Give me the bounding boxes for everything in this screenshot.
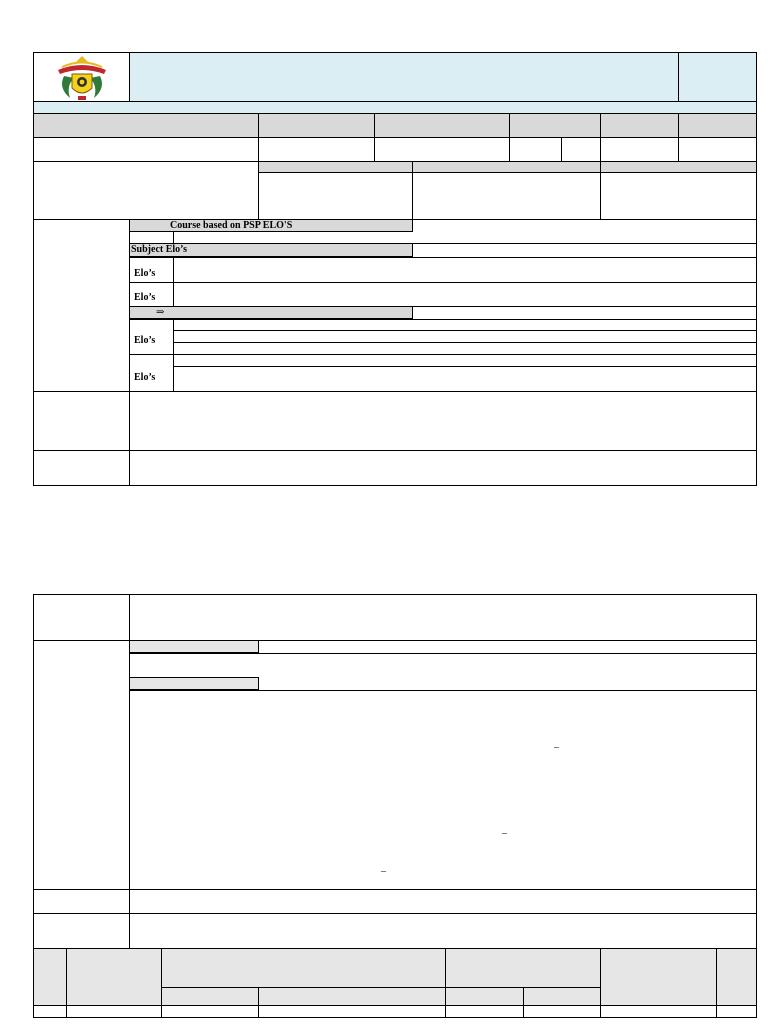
description-label-cell	[33, 391, 130, 451]
credit-theory-value	[509, 137, 562, 162]
topic-content-cell	[129, 594, 757, 641]
num-cell	[445, 1005, 524, 1018]
elo-row-line	[129, 257, 757, 258]
course-code-value	[258, 137, 375, 162]
logo-cell	[33, 52, 130, 102]
authorization-label-cell	[33, 161, 259, 220]
num-cell	[523, 1005, 601, 1018]
head-signature	[600, 172, 757, 220]
elo-label-1: Elo’s	[134, 268, 156, 279]
subject-elos-label: Subject Elo’s	[131, 244, 188, 255]
sub-elo-header	[66, 948, 162, 1006]
materials-label-cell	[33, 450, 130, 486]
online-header	[523, 987, 601, 1006]
form-page-1	[33, 52, 757, 486]
subject-elos-header	[129, 243, 413, 257]
num-cell	[258, 1005, 446, 1018]
main-references-header	[129, 640, 259, 653]
title-cell	[129, 52, 679, 102]
semester-header	[600, 113, 679, 138]
course-based-header	[129, 219, 413, 232]
materials-content-cell	[129, 450, 757, 486]
form-page-2	[33, 594, 757, 1018]
elo-subline	[173, 366, 757, 367]
criteria-header	[258, 987, 446, 1006]
learning-materials-header	[600, 948, 717, 1006]
indicator-header	[161, 987, 259, 1006]
lecturer-label-cell	[33, 889, 130, 914]
assessment-header	[161, 948, 446, 988]
date-header	[678, 113, 757, 138]
lecturer-content-cell	[129, 889, 757, 914]
coordinator-signature	[412, 172, 601, 220]
course-code-header	[258, 113, 375, 138]
university-crest-icon	[52, 54, 112, 102]
elos-label-cell	[33, 219, 130, 392]
references-divider	[258, 677, 259, 690]
elo-row-line	[129, 319, 757, 320]
semester-value	[600, 137, 679, 162]
elo-label-4: Elo’s	[134, 372, 156, 383]
credit-practice-value	[561, 137, 601, 162]
elo-row-line	[129, 354, 757, 355]
num-cell	[66, 1005, 162, 1018]
elo-label-3: Elo’s	[134, 335, 156, 346]
elo-subline	[173, 342, 757, 343]
code-cell	[678, 52, 757, 102]
course-name-value	[33, 137, 259, 162]
supporting-references-header	[129, 677, 259, 690]
description-content-cell	[129, 391, 757, 451]
num-cell	[716, 1005, 757, 1018]
weight-header	[716, 948, 757, 1006]
date-value	[678, 137, 757, 162]
learning-form-header	[445, 948, 601, 988]
num-cell	[600, 1005, 717, 1018]
course-cluster-value	[374, 137, 510, 162]
arrow-symbol: ⇒	[156, 307, 165, 318]
num-cell	[33, 1005, 67, 1018]
references-label-cell	[33, 640, 130, 890]
prerequisite-content-cell	[129, 913, 757, 949]
developer-signature	[258, 172, 413, 220]
references-line	[129, 653, 757, 654]
num-cell	[161, 1005, 259, 1018]
course-cluster-header	[374, 113, 510, 138]
dash-mark-1: –	[554, 742, 559, 753]
elo-row-divider	[173, 232, 174, 243]
arrow-header	[129, 306, 413, 319]
course-name-header	[33, 113, 259, 138]
offline-header	[445, 987, 524, 1006]
prerequisite-label-cell	[33, 913, 130, 949]
dash-mark-3: –	[381, 866, 386, 877]
dash-mark-2: –	[502, 828, 507, 839]
references-line	[129, 690, 757, 691]
topic-label-cell	[33, 594, 130, 641]
elo-label-2: Elo’s	[134, 292, 156, 303]
course-based-label: Course based on PSP ELO'S	[170, 220, 293, 231]
credit-header	[509, 113, 601, 138]
elo-subline	[173, 330, 757, 331]
elo-row-line	[129, 282, 757, 283]
week-header	[33, 948, 67, 1006]
